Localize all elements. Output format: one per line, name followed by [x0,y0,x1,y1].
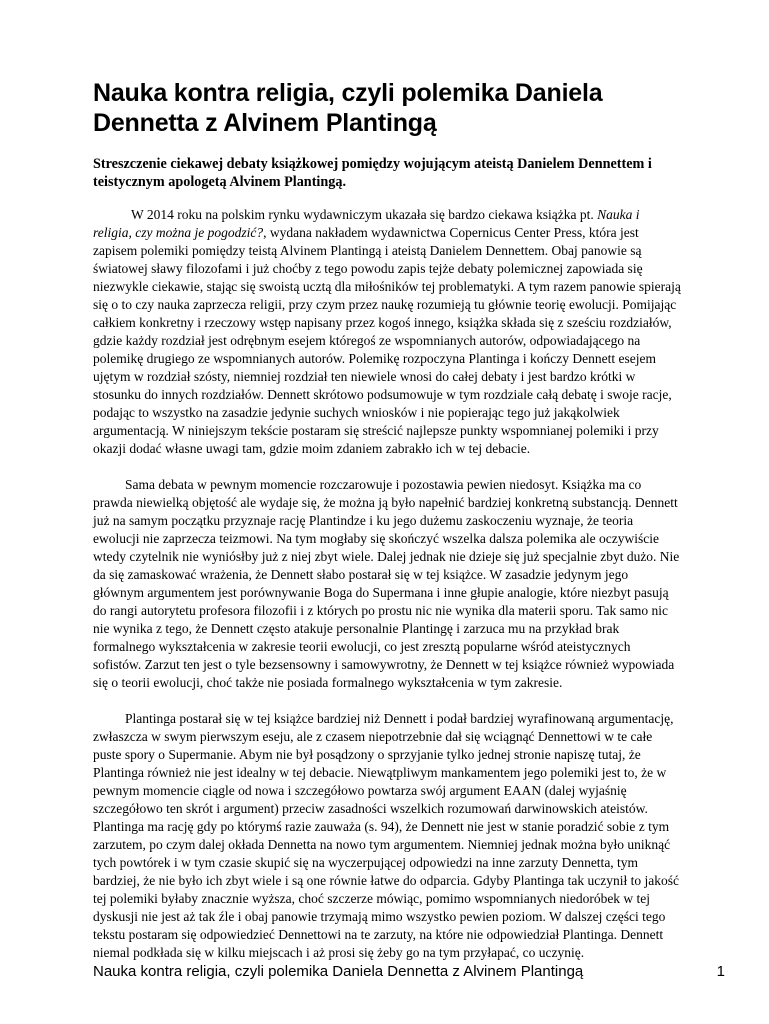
paragraph-1-rest: , wydana nakładem wydawnictwa Copernicus Center Press, która jest zapisem polemiki pomiędzy teistą Alvinem Plantingą i ateistą Danielem Dennettem. Obaj panowie są światowej sławy filozofami i już choćby z tego powodu zapis tejże debaty polemicznej zapowiada się niezwykle ciekawie, stając się swoistą ucztą dla miłośników tej problematyki. A tym razem panowie spierają się o to czy nauka zaprzecza religii, przy czym przez naukę rozumieją tu głównie teorię ewolucji. Pomijając całkiem konkretny i rzeczowy wstęp napisany przez kogoś innego, książka składa się z sześciu rozdziałów, gdzie każdy rozdział jest odrębnym esejem któregoś ze wspomnianych autorów, odpowiadającego na polemikę drugiego ze wspomnianych autorów. Polemikę rozpoczyna Plantinga i kończy Dennett esejem ujętym w rozdział szósty, niemniej rozdział ten niewiele wnosi do całej debaty i jest bardzo krótki w stosunku do innych rozdziałów. Dennett skrótowo podsumowuje w tym rozdziale całą debatę i swoje racje, podając to wszystko na zasadzie jedynie suchych wniosków i nie popierając tego już jakąkolwiek argumentacją. W niniejszym tekście postaram się streścić najlepsze punkty wspomnianej polemiki i przy okazji dodać własne uwagi tam, gdzie moim zdaniem zabrakło ich w tej debacie. [93,225,681,456]
paragraph-3: Plantinga postarał się w tej książce bardziej niż Dennett i podał bardziej wyrafinowaną argumentację, zwłaszcza w swym pierwszym eseju, ale z czasem niepotrzebnie dał się wciągnąć Dennettowi w te całe puste spory o Supermanie. Abym nie był posądzony o sprzyjanie tylko jednej stronie napiszę tutaj, że Plantinga również nie jest idealny w tej debacie. Niewątpliwym mankamentem jego polemiki jest to, że w pewnym momencie ciągle od nowa i szczegółowo powtarza swój argument EAAN (dalej wyjaśnię szczegółowo ten skrót i argument) przeciw zasadności wszelkich rozumowań darwinowskich ateistów. Plantinga ma rację gdy po którymś razie zauważa (s. 94), że Dennett nie jest w stanie poradzić sobie z tym zarzutem, po czym dalej okłada Dennetta na nowo tym argumentem. Niemniej jednak można było uniknąć tych powtórek i w tym czasie skupić się na wyczerpującej odpowiedzi na inne zarzuty Dennetta, tym bardziej, że nie było ich zbyt wiele i są one równie łatwe do odparcia. Gdyby Plantinga tak uczynił to jakość tej polemiki byłaby znacznie wyższa, choć szczerze mówiąc, pomimo wspomnianych niedoróbek w tej dyskusji nie jest aż tak źle i obaj panowie trzymają mimo wszystko pewien poziom. W dalszej części tego tekstu postaram się odpowiedzieć Dennettowi na te zarzuty, na które nie odpowiedział Plantinga. Dennett niemal podkłada się w kilku miejscach i aż prosi się żeby go na tym przyłapać, co uczynię. [93,711,679,960]
article-body [93,206,681,980]
page-title: Nauka kontra religia, czyli polemika Daniela Dennetta z Alvinem Plantingą [93,79,603,137]
page-footer [93,962,725,982]
book-title: Nauka i religia, czy można je pogodzić? [93,207,640,240]
page-number: 1 [716,963,725,980]
lead-summary: Streszczenie ciekawej debaty książkowej pomiędzy wojującym ateistą Danielem Dennettem i teistycznym apologetą Alvinem Plantingą. [93,156,652,190]
paragraph-1-intro: W 2014 roku na polskim rynku wydawniczym ukazała się bardzo ciekawa książka pt. [131,207,598,222]
footer-title: Nauka kontra religia, czyli polemika Daniela Dennetta z Alvinem Plantingą [93,963,584,980]
paragraph-1 [93,206,681,458]
paragraph-2: Sama debata w pewnym momencie rozczarowuje i pozostawia pewien niedosyt. Książka ma co prawda niewielką objętość ale wydaje się, że można ją było napełnić bardziej konkretną substancją. Dennett już na samym początku przyznaje rację Plantindze i ku jego dużemu zaskoczeniu wyznaje, że teoria ewolucji nie zaprzecza teizmowi. Na tym mogłaby się skończyć wszelka dalsza polemika ale oczywiście wtedy czytelnik nie wyniósłby już z niej zbyt wiele. Dalej jednak nie dzieje się już specjalnie zbyt dużo. Nie da się zamaskować wrażenia, że Dennett słabo postarał się w tej książce. W zasadzie jedynym jego głównym argumentem jest porównywanie Boga do Supermana i inne głupie analogie, które niezbyt pasują do rangi autorytetu profesora filozofii i z których po prostu nic nie wynika dla materii sporu. Tak samo nic nie wynika z tego, że Dennett często atakuje personalnie Plantingę i zarzuca mu na przykład brak formalnego wykształcenia w zakresie teorii ewolucji, co jest zresztą popularne wśród ateistycznych sofistów. Zarzut ten jest o tyle bezsensowny i samowywrotny, że Dennett w tej książce również wypowiada się o teorii ewolucji, choć także nie posiada formalnego wykształcenia w tym zakresie. [93,477,680,690]
